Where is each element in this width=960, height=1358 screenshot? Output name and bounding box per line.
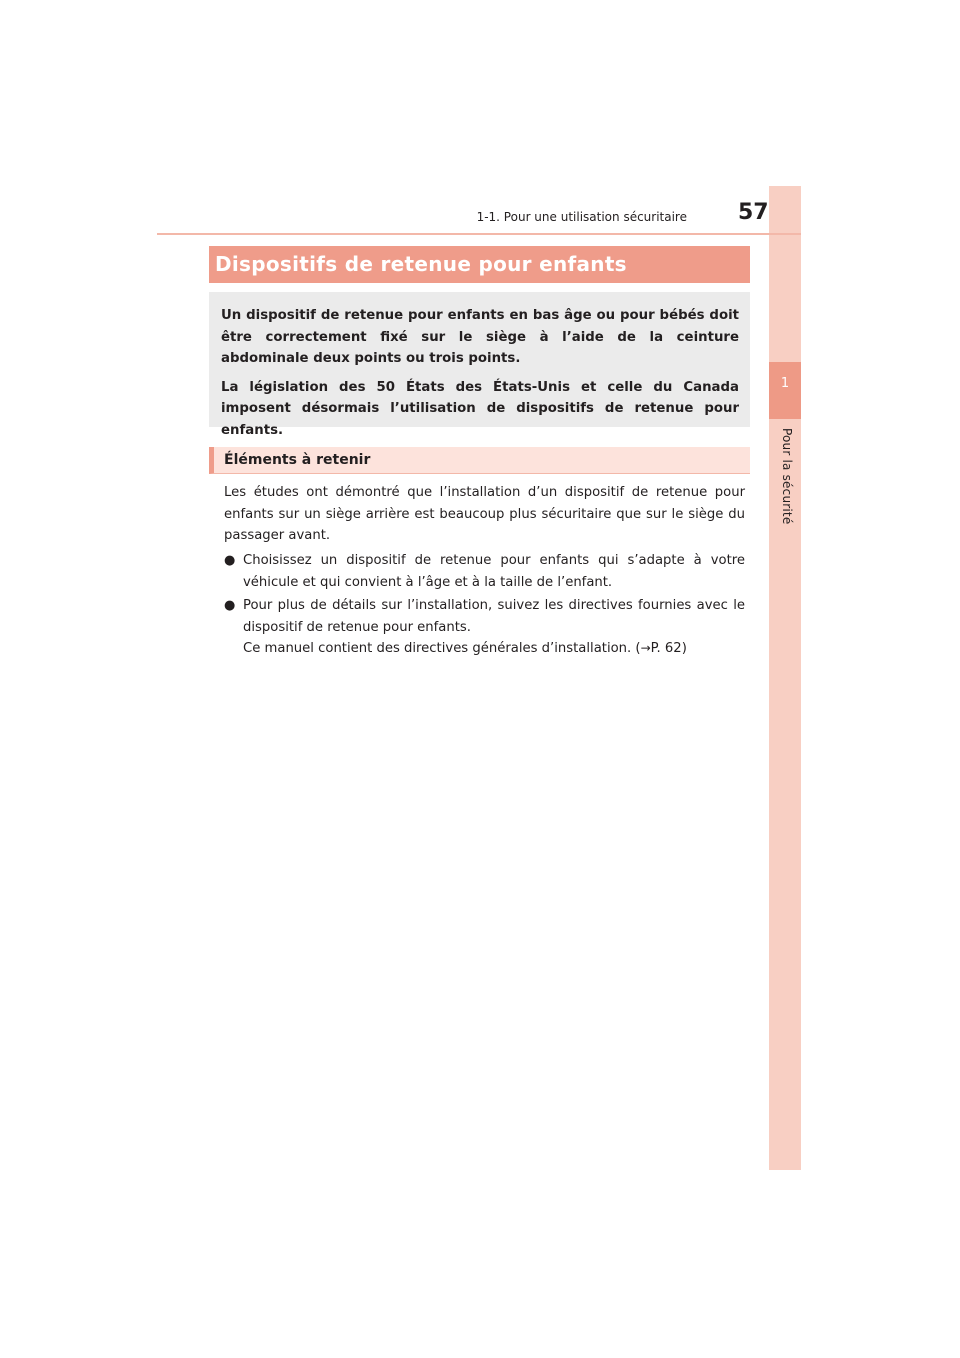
bullet-dot-icon: ●	[224, 598, 236, 613]
subsection-title: Éléments à retenir	[224, 452, 371, 468]
side-strip	[769, 186, 801, 1170]
header-divider	[157, 233, 801, 235]
arrow-right-icon: →	[640, 641, 651, 655]
intro-paragraph-2: La législation des 50 États des États-Unis et celle du Canada imposent désormais l’utilisation de dispositifs de retenue pour enfants.	[221, 379, 739, 438]
intro-paragraph-1: Un dispositif de retenue pour enfants en bas âge ou pour bébés doit être correctement fixé sur le siège à l’aide de la ceinture abdominale deux points ou trois points.	[221, 308, 739, 366]
page-number: 57	[738, 200, 769, 225]
page-reference-page: P. 62)	[650, 641, 687, 656]
page-reference-text: Ce manuel contient des directives générales d’installation. (	[243, 641, 641, 656]
bullet-text: Choisissez un dispositif de retenue pour enfants qui s’adapte à votre véhicule et qui convient à l’âge et à la taille de l’enfant.	[243, 553, 745, 590]
bullet-dot-icon: ●	[224, 553, 236, 568]
bullet-item	[224, 550, 745, 593]
page-title: Dispositifs de retenue pour enfants	[215, 252, 627, 276]
subsection-bar	[209, 447, 750, 474]
title-bar	[209, 246, 750, 283]
chapter-tab-number: 1	[780, 376, 790, 391]
bullet-item	[224, 595, 745, 660]
subsection-body: Les études ont démontré que l’installation d’un dispositif de retenue pour enfants sur un siège arrière est beaucoup plus sécuritaire que sur le siège du passager avant.	[224, 485, 745, 543]
header-section-title: 1-1. Pour une utilisation sécuritaire	[476, 210, 687, 224]
bullet-text: Pour plus de détails sur l’installation, suivez les directives fournies avec le dispositif de retenue pour enfants.	[243, 598, 745, 635]
chapter-tab-label: Pour la sécurité	[780, 428, 794, 525]
page-reference[interactable]	[243, 638, 745, 660]
intro-box	[209, 292, 750, 438]
